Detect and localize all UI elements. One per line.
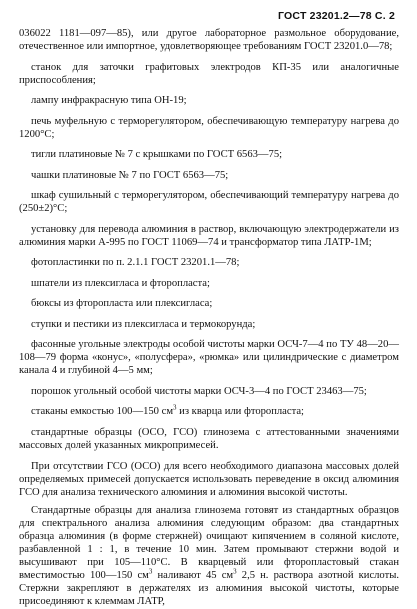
- list-item: 036022 1181—097—85), или другое лабораторное размольное оборудование, отечественное или импортное, удовлетворяющее требованиям ГОСТ 23201.0—78;: [19, 28, 399, 53]
- list-item: лампу инфракрасную типа ОН-19;: [31, 95, 187, 107]
- paragraph: При отсутствии ГСО (ОСО) для всего необходимого диапазона массовых долей определяемых примесей допускается использовать переведение в оксид алюминия ГСО для анализа технического алюминия и алюминия высокой чистоты.: [19, 460, 399, 498]
- document-body: [19, 27, 399, 609]
- paragraph-text: наливают 45 см: [152, 570, 234, 582]
- paragraph-text: 2,5 н. раствора азотной кислоты. Стержни закрепляют в держателях из алюминия высокой чистоты, которые присоединяют к клеммам ЛАТР,: [19, 570, 399, 608]
- list-item: шпатели из плексигласа и фторопласта;: [31, 277, 210, 289]
- page-header: ГОСТ 23201.2—78 С. 2: [278, 10, 395, 22]
- list-item: чашки платиновые № 7 по ГОСТ 6563—75;: [31, 169, 229, 181]
- list-item: порошок угольный особой чистоты марки ОСЧ-3—4 по ГОСТ 23463—75;: [31, 385, 367, 397]
- list-item: стандартные образцы (ОСО, ГСО) глинозема с аттестованными значениями массовых долей указанных микропримесей.: [19, 426, 399, 452]
- list-item: установку для перевода алюминия в раствор, включающую электродержатели из алюминия марки А-995 по ГОСТ 11069—74 и трансформатор типа ЛАТР-1М;: [19, 223, 399, 248]
- list-item: бюксы из фторопласта или плексигласа;: [31, 298, 213, 310]
- list-item: печь муфельную с терморегулятором, обеспечивающую температуру нагрева до 1200°С;: [19, 115, 399, 140]
- list-item: фотопластинки по п. 2.1.1 ГОСТ 23201.1—78;: [31, 257, 240, 269]
- list-item: ступки и пестики из плексигласа и термокорунда;: [31, 318, 256, 330]
- paragraph-standards: [19, 504, 399, 609]
- superscript: 3: [148, 567, 153, 576]
- superscript: 3: [173, 403, 177, 412]
- beakers-suffix: из кварца или фторопласта;: [176, 406, 304, 418]
- list-item: фасонные угольные электроды особой чистоты марки ОСЧ-7—4 по ТУ 48—20—108—79 форма «конус», «полусфера», «рюмка» или цилиндрические с диаметром канала 4 и глубиной 4—5 мм;: [19, 339, 399, 377]
- list-item: шкаф сушильный с терморегулятором, обеспечивающий температуру нагрева до (250±2)°С;: [19, 190, 399, 215]
- paragraph-text: Стандартные образцы для анализа глинозема готовят из стандартных образцов для спектрального анализа алюминия следующим образом: два стандартных образца алюминия (в форме стержней) очищают кипячением в соляной кислоте, разбавленной 1 : 1, в течение 10 мин. Затем промывают стержни водой и высушивают при 105—110°С. В кварцевый или фторопластовый стакан вместимостью 100—150 см: [19, 504, 399, 582]
- list-item: станок для заточки графитовых электродов КП-35 или аналогичные приспособления;: [19, 61, 399, 86]
- beakers-text: стаканы емкостью 100—150 см: [31, 406, 174, 418]
- superscript: 3: [233, 567, 237, 576]
- list-item-beakers: [19, 405, 399, 418]
- list-item: тигли платиновые № 7 с крышками по ГОСТ 6563—75;: [31, 149, 283, 161]
